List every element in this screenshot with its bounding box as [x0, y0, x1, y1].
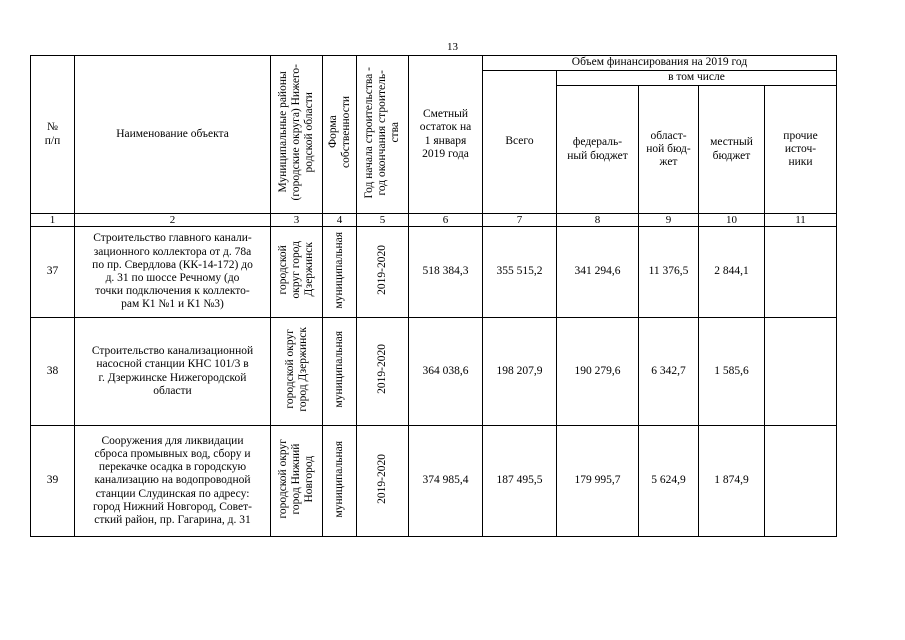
row-municipal: городской округ город Дзержинск	[283, 327, 309, 412]
row-ownership: муниципальная	[333, 440, 346, 518]
header-including: в том числе	[557, 71, 837, 86]
row-local: 1 874,9	[699, 426, 765, 537]
header-years: Год начала строительства - год окончания строитель- ства	[363, 66, 401, 199]
row-federal: 190 279,6	[557, 318, 639, 426]
row-municipal-cell	[271, 318, 323, 426]
row-municipal-cell	[271, 426, 323, 537]
row-regional: 5 624,9	[639, 426, 699, 537]
column-number: 6	[409, 214, 483, 227]
row-municipal-cell	[271, 227, 323, 318]
row-years: 2019-2020	[376, 344, 389, 395]
table-row	[31, 227, 837, 318]
row-total: 198 207,9	[483, 318, 557, 426]
header-row-1	[31, 56, 837, 71]
row-ownership-cell	[323, 227, 357, 318]
column-number: 3	[271, 214, 323, 227]
header-regional: област- ной бюд- жет	[639, 86, 699, 214]
column-number: 2	[75, 214, 271, 227]
row-object-name: Сооружения для ликвидации сброса промывных вод, сбору и перекачке осадка в городскую канализацию на водопроводной станции Слудинская по адресу: город Нижний Новгород, Совет- сткий район, пр. Гагарина, д. 31	[75, 426, 271, 537]
column-number: 1	[31, 214, 75, 227]
row-federal: 341 294,6	[557, 227, 639, 318]
column-number: 10	[699, 214, 765, 227]
row-estimate: 364 038,6	[409, 318, 483, 426]
header-no: № п/п	[31, 56, 75, 214]
row-ownership: муниципальная	[333, 231, 346, 309]
header-other: прочие источ- ники	[765, 86, 837, 214]
row-object-name: Строительство главного канали- зационного коллектора от д. 78а по пр. Свердлова (КК-14-172) до д. 31 по шоссе Речному (до точки подключения к коллекто- рам К1 №1 и К1 №3)	[75, 227, 271, 318]
table-row	[31, 426, 837, 537]
header-years-cell	[357, 56, 409, 214]
column-number: 9	[639, 214, 699, 227]
row-years-cell	[357, 318, 409, 426]
column-number: 7	[483, 214, 557, 227]
row-regional: 11 376,5	[639, 227, 699, 318]
row-ownership-cell	[323, 318, 357, 426]
row-total: 355 515,2	[483, 227, 557, 318]
row-total: 187 495,5	[483, 426, 557, 537]
column-number-row	[31, 214, 837, 227]
row-municipal: городской округ город Дзержинск	[277, 241, 315, 299]
column-number: 5	[357, 214, 409, 227]
row-no: 37	[31, 227, 75, 318]
row-years: 2019-2020	[376, 244, 389, 295]
financing-table	[30, 55, 837, 537]
header-federal: федераль- ный бюджет	[557, 86, 639, 214]
header-funding-group: Объем финансирования на 2019 год	[483, 56, 837, 71]
row-ownership: муниципальная	[333, 331, 346, 408]
row-other	[765, 227, 837, 318]
header-name: Наименование объекта	[75, 56, 271, 214]
row-regional: 6 342,7	[639, 318, 699, 426]
header-ownership: Форма собственности	[326, 96, 352, 169]
row-other	[765, 426, 837, 537]
table-row	[31, 318, 837, 426]
row-no: 38	[31, 318, 75, 426]
row-local: 2 844,1	[699, 227, 765, 318]
header-local: местный бюджет	[699, 86, 765, 214]
row-years-cell	[357, 227, 409, 318]
row-no: 39	[31, 426, 75, 537]
row-federal: 179 995,7	[557, 426, 639, 537]
header-municipal: Муниципальные районы (городские округа) Нижего- родской области	[277, 64, 315, 201]
row-years-cell	[357, 426, 409, 537]
row-estimate: 518 384,3	[409, 227, 483, 318]
row-ownership-cell	[323, 426, 357, 537]
column-number: 11	[765, 214, 837, 227]
row-years: 2019-2020	[376, 453, 389, 504]
column-number: 8	[557, 214, 639, 227]
column-number: 4	[323, 214, 357, 227]
header-ownership-cell	[323, 56, 357, 214]
row-other	[765, 318, 837, 426]
page-number: 13	[447, 41, 458, 53]
header-estimate: Сметный остаток на 1 января 2019 года	[409, 56, 483, 214]
header-total: Всего	[483, 71, 557, 214]
row-object-name: Строительство канализационной насосной станции КНС 101/3 в г. Дзержинске Нижегородской области	[75, 318, 271, 426]
header-municipal-cell	[271, 56, 323, 214]
row-local: 1 585,6	[699, 318, 765, 426]
row-municipal: городской округ город Нижний Новгород	[277, 439, 315, 519]
row-estimate: 374 985,4	[409, 426, 483, 537]
